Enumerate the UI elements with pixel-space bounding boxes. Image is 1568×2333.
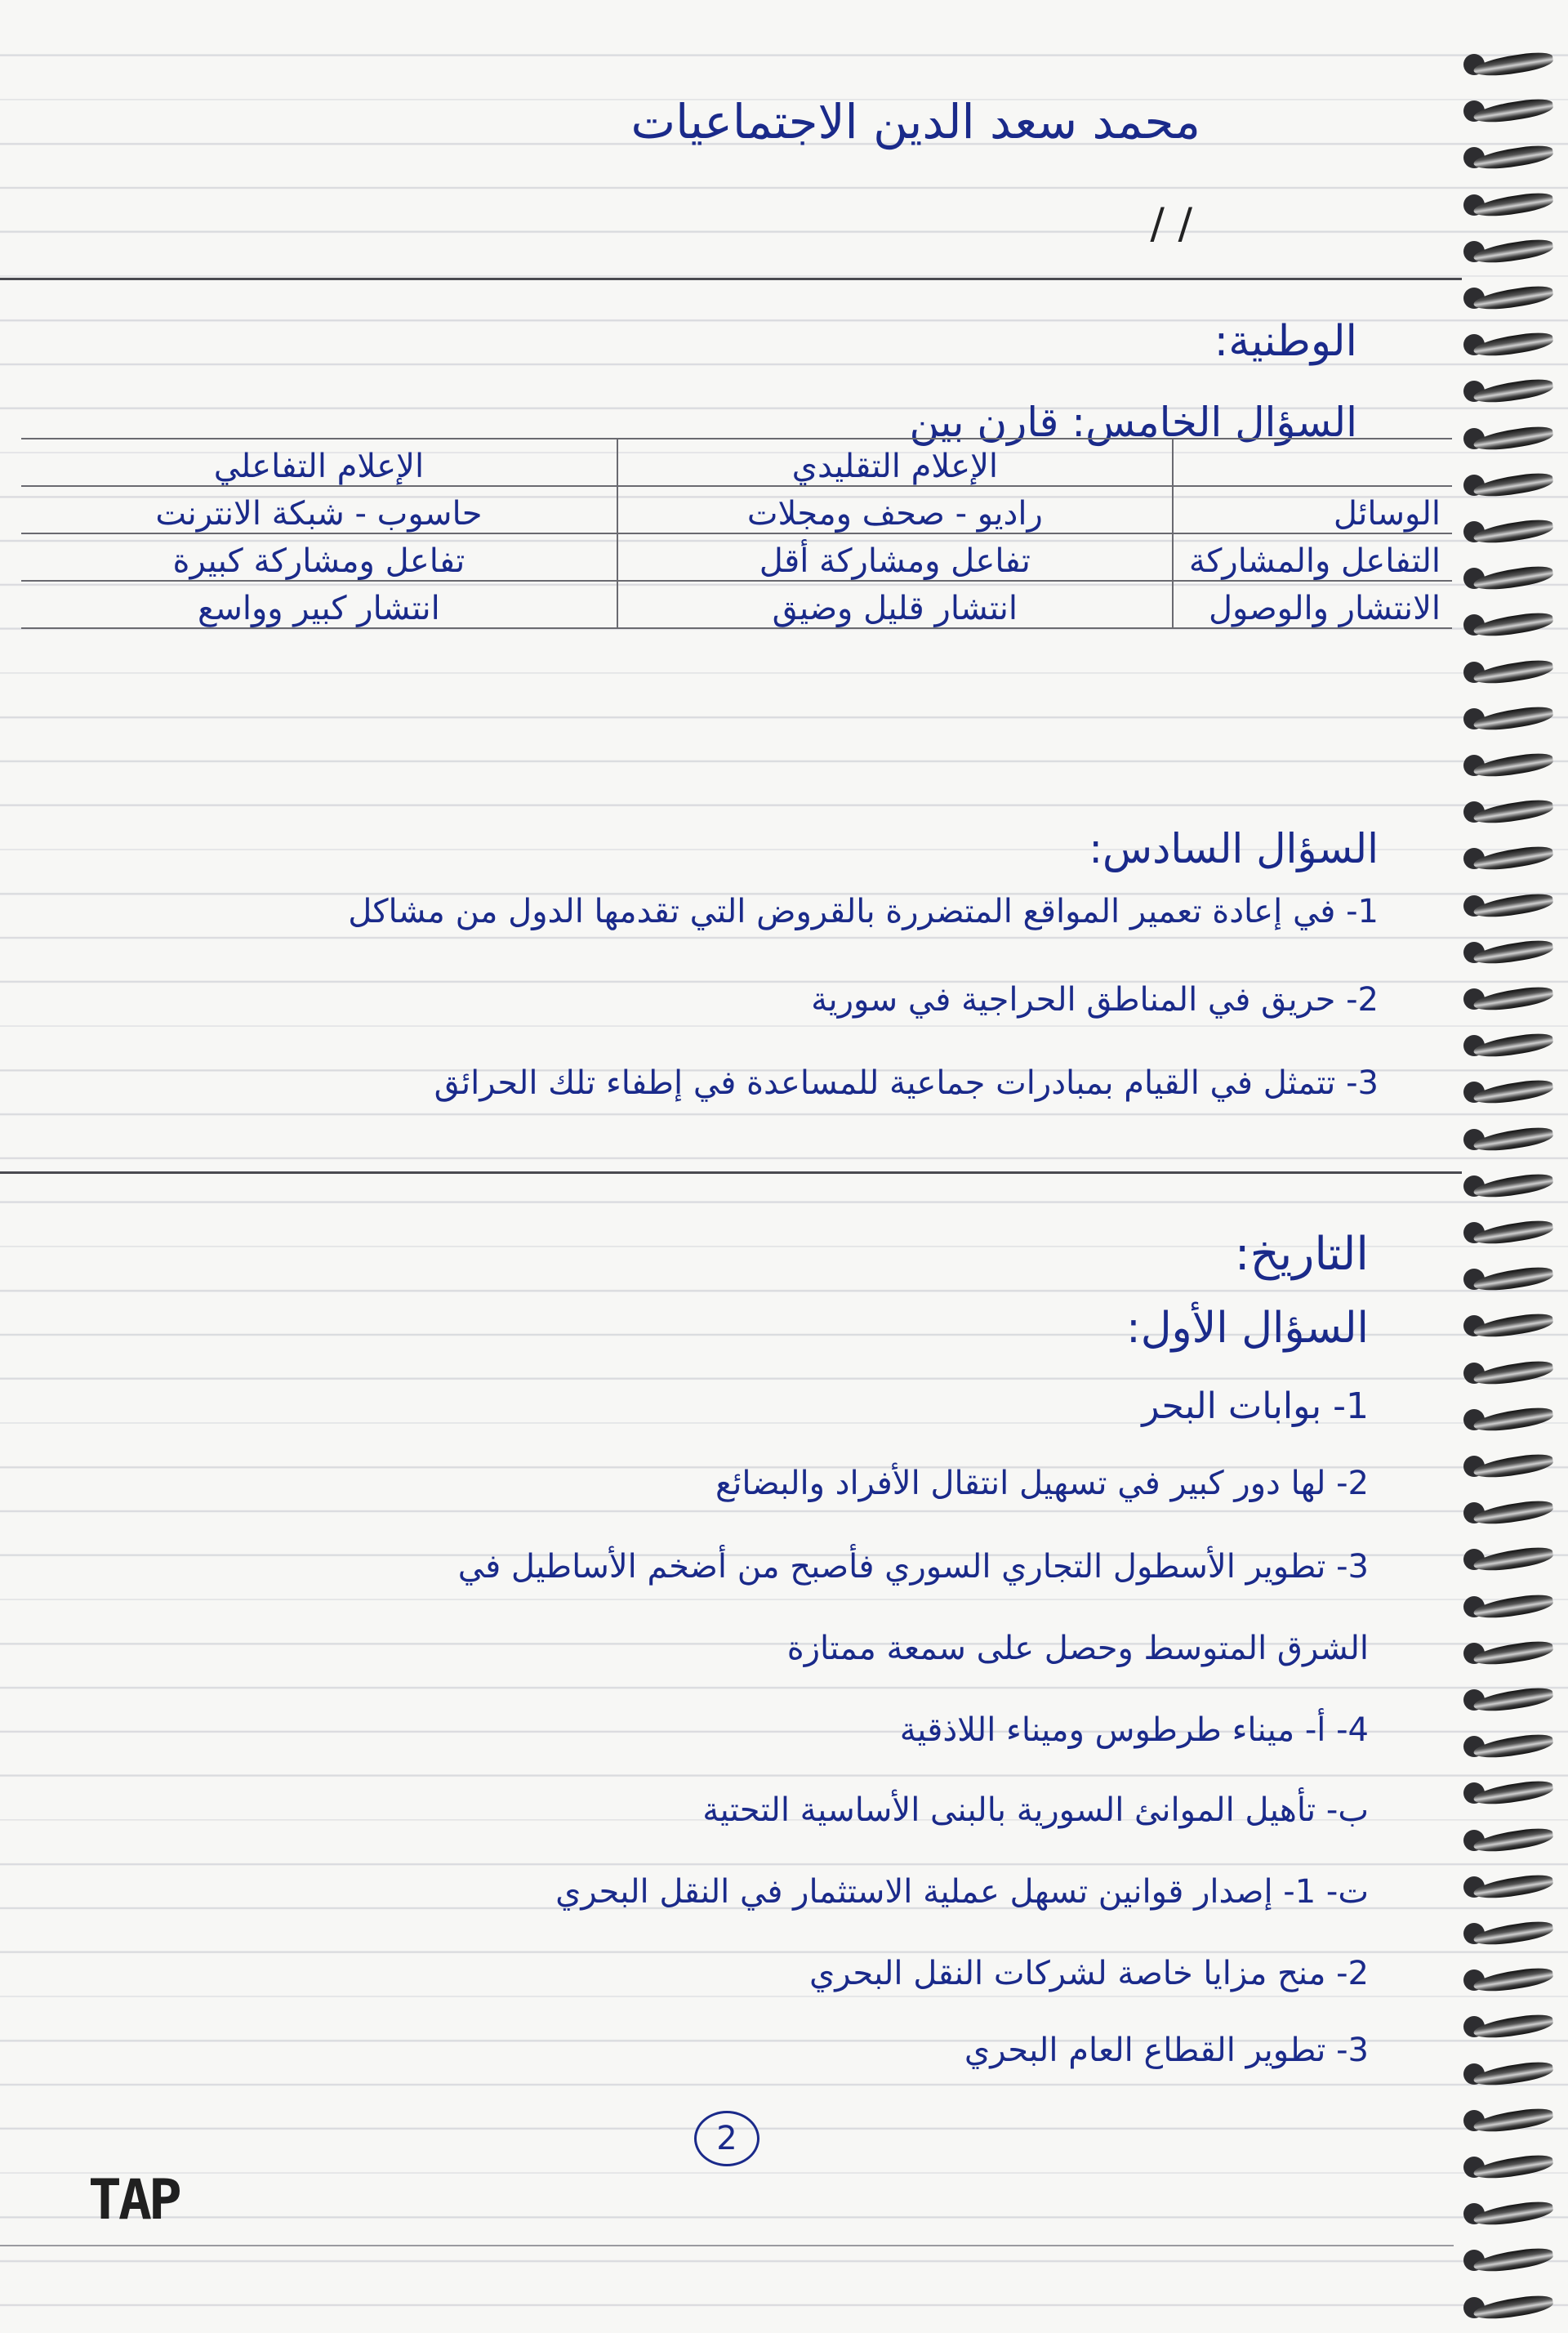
binding-wire	[1472, 1265, 1554, 1295]
binding-wire	[1472, 1825, 1554, 1855]
table-cell: تفاعل ومشاركة كبيرة	[21, 533, 617, 581]
spiral-coil	[1459, 1078, 1557, 1108]
binding-wire	[1472, 2152, 1554, 2182]
section-heading-national: الوطنية:	[1214, 317, 1357, 366]
spiral-coil	[1459, 1452, 1557, 1482]
question-6-heading: السؤال السادس:	[1089, 825, 1379, 872]
spiral-coil	[1459, 1779, 1557, 1809]
binding-wire	[1472, 750, 1554, 780]
binding-wire	[1472, 1404, 1554, 1434]
binding-wire	[1472, 890, 1554, 921]
binding-wire	[1472, 1451, 1554, 1481]
binding-wire	[1472, 2059, 1554, 2089]
binding-wire	[1472, 143, 1554, 173]
spiral-coil	[1459, 2060, 1557, 2090]
answer-line: 2- منح مزايا خاصة لشركات النقل البحري	[808, 1955, 1369, 1992]
spiral-coil	[1459, 1406, 1557, 1435]
page-title: محمد سعد الدين الاجتماعيات	[630, 94, 1200, 149]
spiral-coil	[1459, 752, 1557, 781]
spiral-coil	[1459, 1920, 1557, 1949]
table-header-cell: الإعلام التقليدي	[617, 439, 1173, 486]
spiral-coil	[1459, 611, 1557, 640]
answer-line: الشرق المتوسط وحصل على سمعة ممتازة	[786, 1630, 1369, 1667]
spiral-coil	[1459, 2294, 1557, 2323]
question-1-heading: السؤال الأول:	[1126, 1304, 1369, 1353]
spiral-coil	[1459, 471, 1557, 501]
spiral-coil	[1459, 1499, 1557, 1528]
binding-wire	[1472, 657, 1554, 687]
binding-wire	[1472, 984, 1554, 1014]
table-header-row	[21, 439, 1452, 486]
table-row	[21, 533, 1452, 581]
spiral-coil	[1459, 1312, 1557, 1341]
bottom-rule	[0, 2245, 1454, 2246]
table-row	[21, 581, 1452, 628]
answer-line: 4- أ- ميناء طرطوس وميناء اللاذقية	[899, 1711, 1369, 1749]
binding-wire	[1472, 1778, 1554, 1809]
spiral-coil	[1459, 892, 1557, 921]
binding-wire	[1472, 470, 1554, 500]
spiral-coil	[1459, 191, 1557, 221]
spiral-coil	[1459, 1032, 1557, 1061]
binding-wire	[1472, 330, 1554, 360]
binding-wire	[1472, 1358, 1554, 1388]
answer-line: 2- لها دور كبير في تسهيل انتقال الأفراد والبضائع	[715, 1465, 1369, 1502]
answer-line: 1- في إعادة تعمير المواقع المتضررة بالقروض التي تقدمها الدول من مشاكل	[348, 893, 1379, 930]
binding-wire	[1472, 2292, 1554, 2322]
spiral-coil	[1459, 2107, 1557, 2136]
spiral-coil	[1459, 1733, 1557, 1762]
answer-line: ت- 1- إصدار قوانين تسهل عملية الاستثمار في النقل البحري	[555, 1873, 1369, 1911]
binding-wire	[1472, 1638, 1554, 1668]
binding-wire	[1472, 1871, 1554, 1902]
binding-wire	[1472, 2246, 1554, 2276]
table-cell: انتشار قليل وضيق	[617, 581, 1173, 628]
binding-wire	[1472, 2199, 1554, 2229]
binding-wire	[1472, 1684, 1554, 1715]
spiral-coil	[1459, 798, 1557, 827]
binding-wire	[1472, 49, 1554, 79]
spiral-coil	[1459, 1546, 1557, 1575]
table-header-cell	[1173, 439, 1452, 486]
question-5-heading: السؤال الخامس: قارن بين	[909, 399, 1357, 446]
spiral-coil	[1459, 238, 1557, 267]
spiral-coil	[1459, 1172, 1557, 1202]
spiral-coil	[1459, 2153, 1557, 2183]
binding-wire	[1472, 1498, 1554, 1528]
binding-wire	[1472, 1124, 1554, 1154]
spiral-coil	[1459, 51, 1557, 80]
spiral-coil	[1459, 284, 1557, 314]
comparison-table	[21, 438, 1452, 629]
spiral-coil	[1459, 1359, 1557, 1389]
binding-wire	[1472, 1077, 1554, 1108]
binding-wire	[1472, 797, 1554, 827]
spiral-coil	[1459, 425, 1557, 454]
spiral-coil	[1459, 705, 1557, 734]
spiral-coil	[1459, 564, 1557, 594]
binding-wire	[1472, 1591, 1554, 1622]
spiral-coil	[1459, 1686, 1557, 1715]
binding-wire	[1472, 1311, 1554, 1341]
spiral-coil	[1459, 1593, 1557, 1622]
binding-wire	[1472, 377, 1554, 407]
binding-wire	[1472, 96, 1554, 127]
binding-wire	[1472, 937, 1554, 967]
spiral-coil	[1459, 1827, 1557, 1856]
spiral-coil	[1459, 97, 1557, 127]
spiral-coil	[1459, 1966, 1557, 1996]
binding-wire	[1472, 190, 1554, 220]
section-divider	[0, 1171, 1462, 1174]
spiral-coil	[1459, 985, 1557, 1015]
answer-line: 3- تطوير القطاع العام البحري	[964, 2032, 1369, 2069]
spiral-coil	[1459, 845, 1557, 874]
date-field: / /	[1150, 199, 1192, 248]
binding-wire	[1472, 1171, 1554, 1201]
spiral-binding	[1446, 0, 1568, 2333]
spiral-coil	[1459, 658, 1557, 688]
table-cell: راديو - صحف ومجلات	[617, 486, 1173, 533]
spiral-coil	[1459, 331, 1557, 360]
binding-wire	[1472, 2012, 1554, 2042]
answer-line: 3- تطوير الأسطول التجاري السوري فأصبح من أضخم الأساطيل في	[457, 1548, 1369, 1586]
section-heading-history: التاريخ:	[1234, 1228, 1369, 1281]
spiral-coil	[1459, 1639, 1557, 1669]
binding-wire	[1472, 844, 1554, 874]
binding-wire	[1472, 1965, 1554, 1996]
table-cell: حاسوب - شبكة الانترنت	[21, 486, 617, 533]
table-row	[21, 486, 1452, 533]
page-number: 2	[694, 2111, 760, 2166]
binding-wire	[1472, 1031, 1554, 1061]
binding-wire	[1472, 1217, 1554, 1247]
binding-wire	[1472, 283, 1554, 313]
spiral-coil	[1459, 2200, 1557, 2229]
spiral-coil	[1459, 1265, 1557, 1295]
binding-wire	[1472, 564, 1554, 594]
header-divider	[0, 278, 1462, 280]
spiral-coil	[1459, 2246, 1557, 2276]
table-cell: الوسائل	[1173, 486, 1452, 533]
spiral-coil	[1459, 939, 1557, 968]
binding-wire	[1472, 236, 1554, 266]
answer-line: ب- تأهيل الموانئ السورية بالبنى الأساسية التحتية	[702, 1791, 1369, 1829]
spiral-coil	[1459, 1873, 1557, 1903]
table-cell: انتشار كبير وواسع	[21, 581, 617, 628]
binding-wire	[1472, 703, 1554, 734]
table-header-cell: الإعلام التفاعلي	[21, 439, 617, 486]
binding-wire	[1472, 1545, 1554, 1575]
answer-line: 1- بوابات البحر	[1142, 1385, 1369, 1427]
binding-wire	[1472, 423, 1554, 453]
binding-wire	[1472, 516, 1554, 546]
binding-wire	[1472, 1918, 1554, 1948]
table-cell: التفاعل والمشاركة	[1173, 533, 1452, 581]
spiral-coil	[1459, 1126, 1557, 1155]
binding-wire	[1472, 610, 1554, 640]
brand-logo: TAP	[88, 2168, 179, 2233]
table-cell: الانتشار والوصول	[1173, 581, 1452, 628]
answer-line: 2- حريق في المناطق الحراجية في سورية	[811, 981, 1379, 1019]
spiral-coil	[1459, 518, 1557, 547]
binding-wire	[1472, 2105, 1554, 2135]
spiral-coil	[1459, 144, 1557, 173]
spiral-coil	[1459, 1219, 1557, 1248]
spiral-coil	[1459, 377, 1557, 407]
answer-line: 3- تتمثل في القيام بمبادرات جماعية للمساعدة في إطفاء تلك الحرائق	[434, 1064, 1379, 1102]
binding-wire	[1472, 1732, 1554, 1762]
table-cell: تفاعل ومشاركة أقل	[617, 533, 1173, 581]
spiral-coil	[1459, 2013, 1557, 2042]
